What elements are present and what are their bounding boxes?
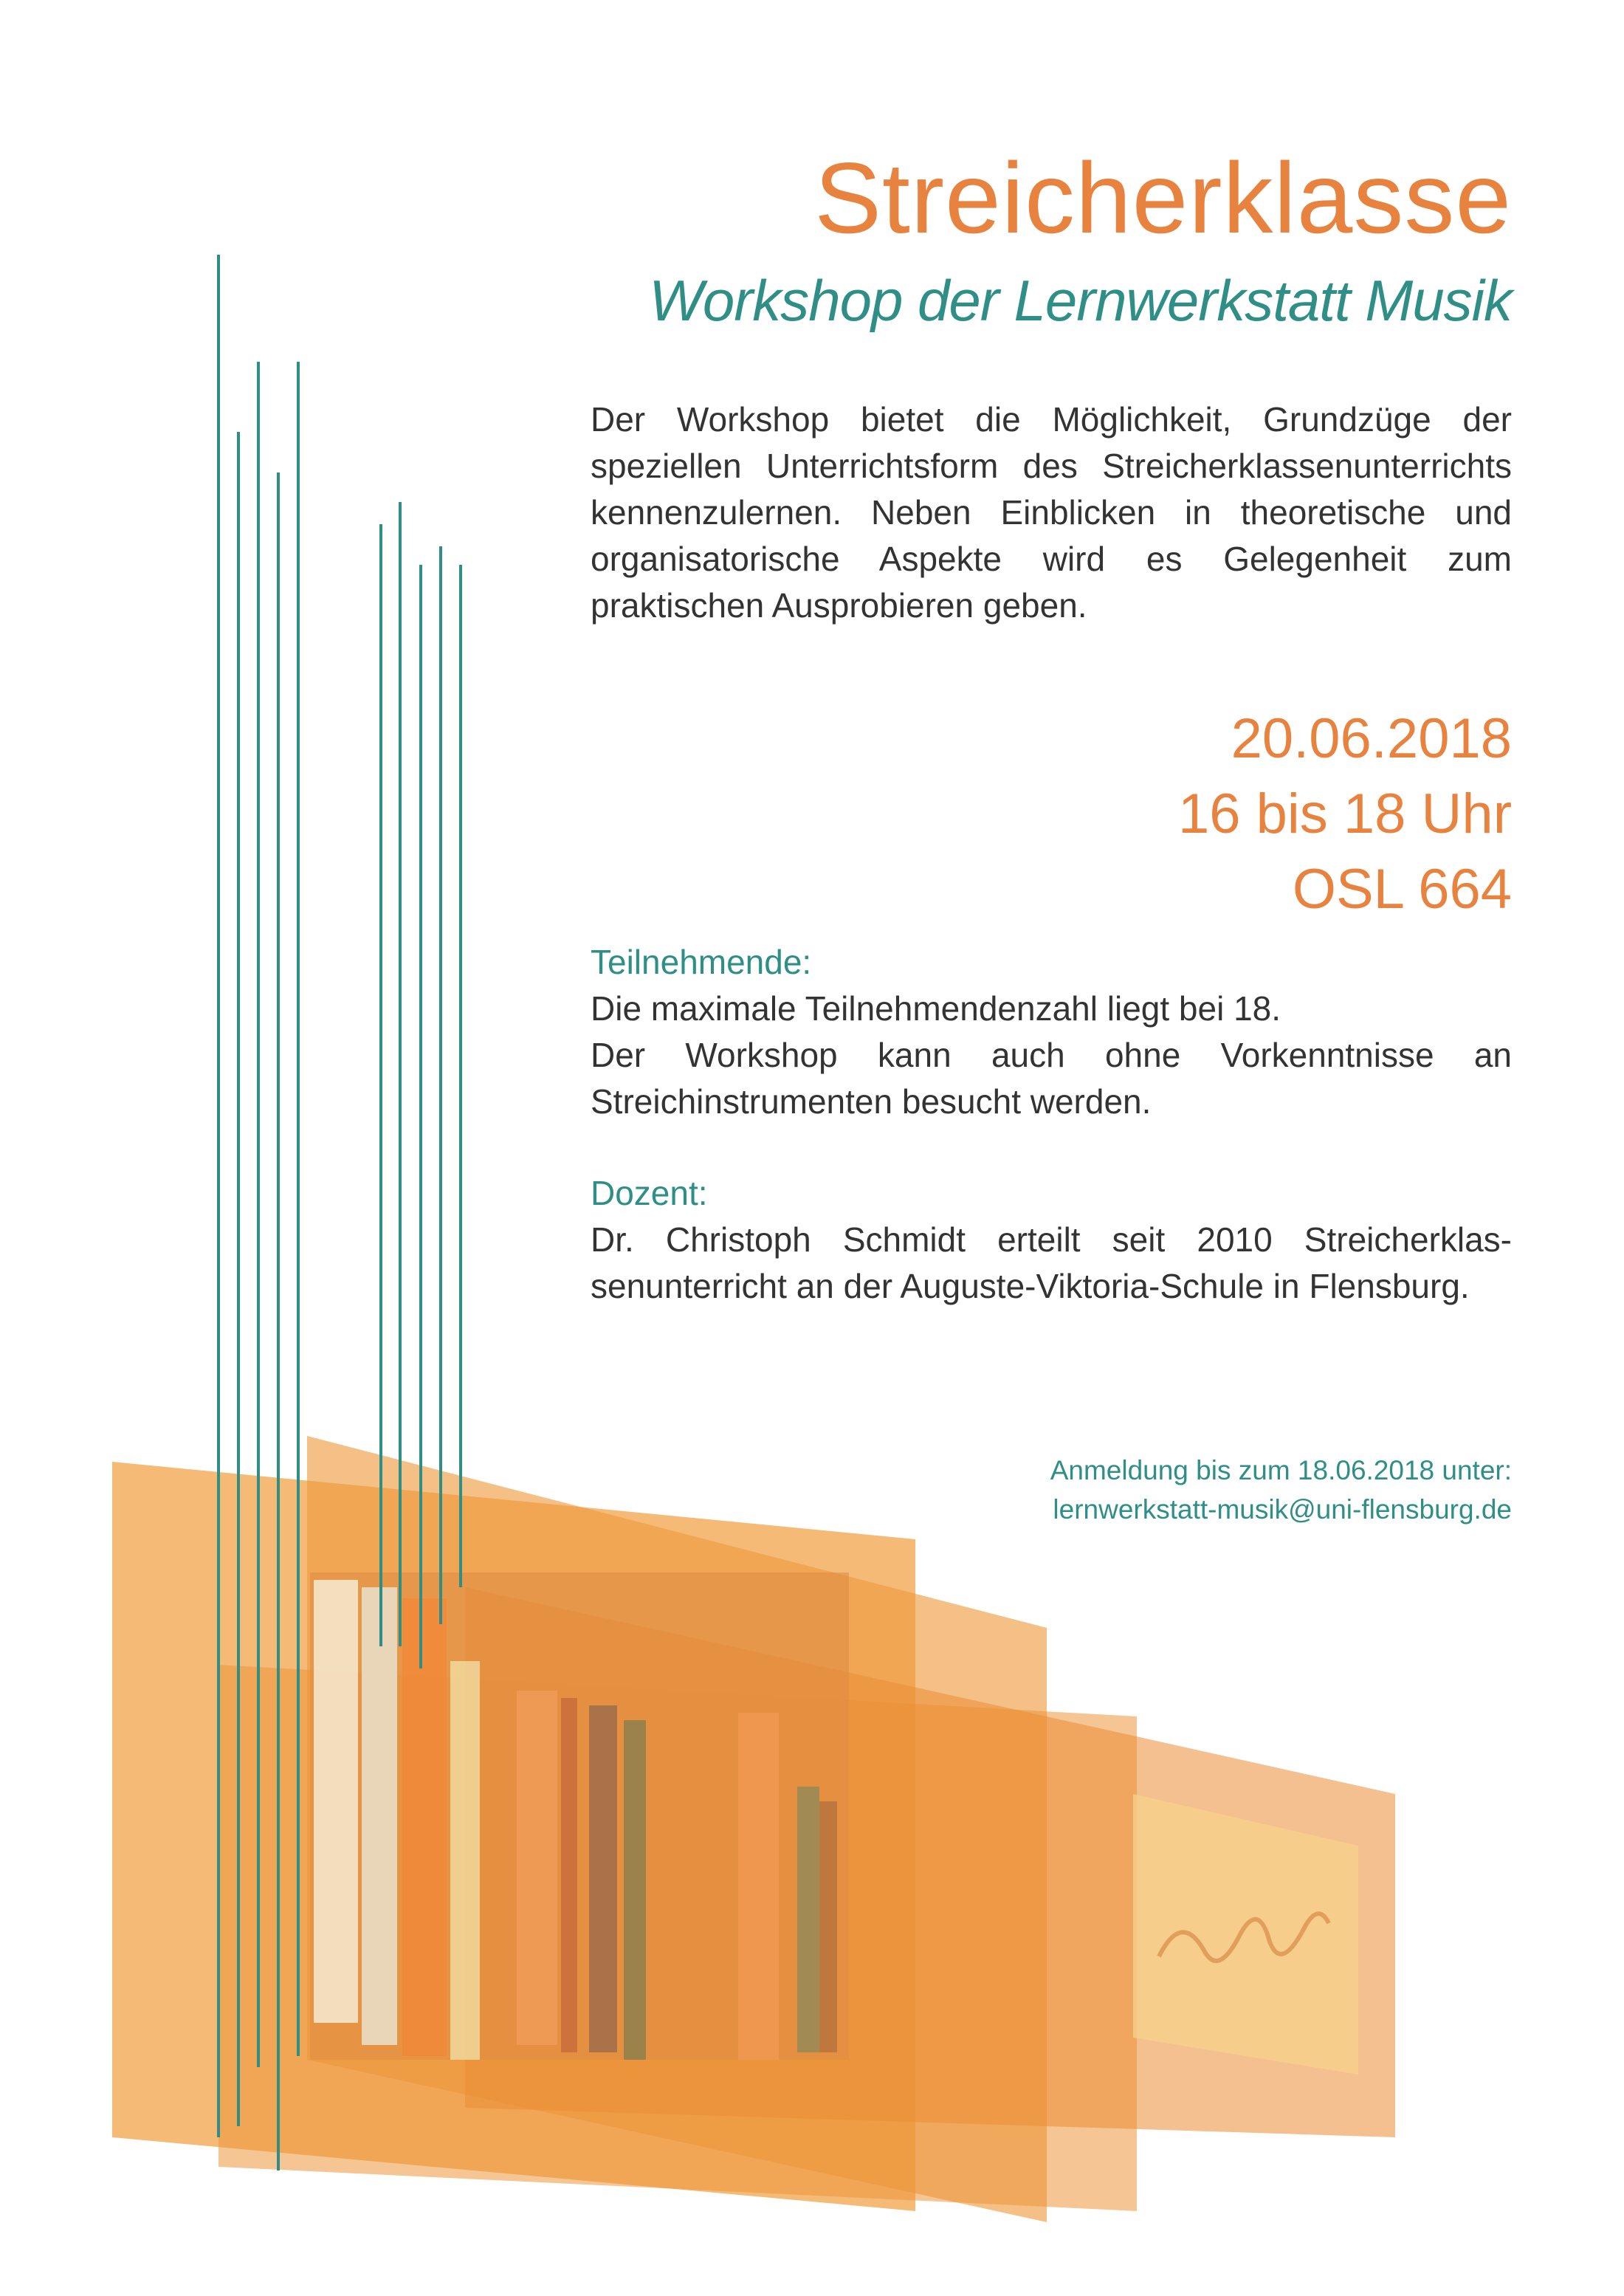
participants-heading: Teilnehmende: [591, 943, 812, 981]
lecturer-text: Dr. Christoph Schmidt erteilt seit 2010 Streicherklassenunterricht an der Auguste-Viktoria-Schule in Flensburg. [591, 1220, 1512, 1305]
lecturer-heading: Dozent: [591, 1174, 708, 1212]
book-spine [314, 1580, 358, 2023]
book-spine [738, 1713, 779, 2060]
page-title: Streicherklasse [814, 142, 1512, 254]
participants-line2: Der Workshop kann auch ohne Vorkenntnisse an Streichinstrumenten besucht werden. [591, 1036, 1512, 1121]
intro-paragraph: Der Workshop bietet die Möglichkeit, Grundzüge der speziellen Unterrichtsform des Streicherklassenunterrichts kennenzulernen. Neben Einblicken in theoretische und organisatorische Aspekte wird es Gelegenheit zum praktischen Ausprobieren geben. [591, 400, 1512, 625]
book-spine [624, 1720, 646, 2060]
book-spine [450, 1661, 480, 2060]
book-spine [797, 1787, 819, 2052]
book-spine [402, 1598, 447, 2056]
registration-info [1050, 1451, 1512, 1529]
book-spine [517, 1691, 557, 2045]
event-date: 20.06.2018 [1231, 707, 1512, 770]
event-details [1178, 701, 1512, 927]
event-room: OSL 664 [1292, 858, 1512, 921]
book-spine [589, 1705, 617, 2052]
book-spine [819, 1801, 837, 2052]
book-spine [362, 1587, 397, 2045]
registration-deadline: Anmeldung bis zum 18.06.2018 unter: [1050, 1455, 1512, 1485]
registration-email[interactable]: lernwerkstatt-musik@uni-flensburg.de [1053, 1494, 1512, 1525]
book-spine [561, 1698, 577, 2052]
participants-line1: Die maximale Teilnehmendenzahl liegt bei 18. [591, 989, 1281, 1028]
participants-text [591, 986, 1512, 1125]
page-subtitle: Workshop der Lernwerkstatt Musik [649, 268, 1512, 333]
event-time: 16 bis 18 Uhr [1177, 783, 1512, 845]
